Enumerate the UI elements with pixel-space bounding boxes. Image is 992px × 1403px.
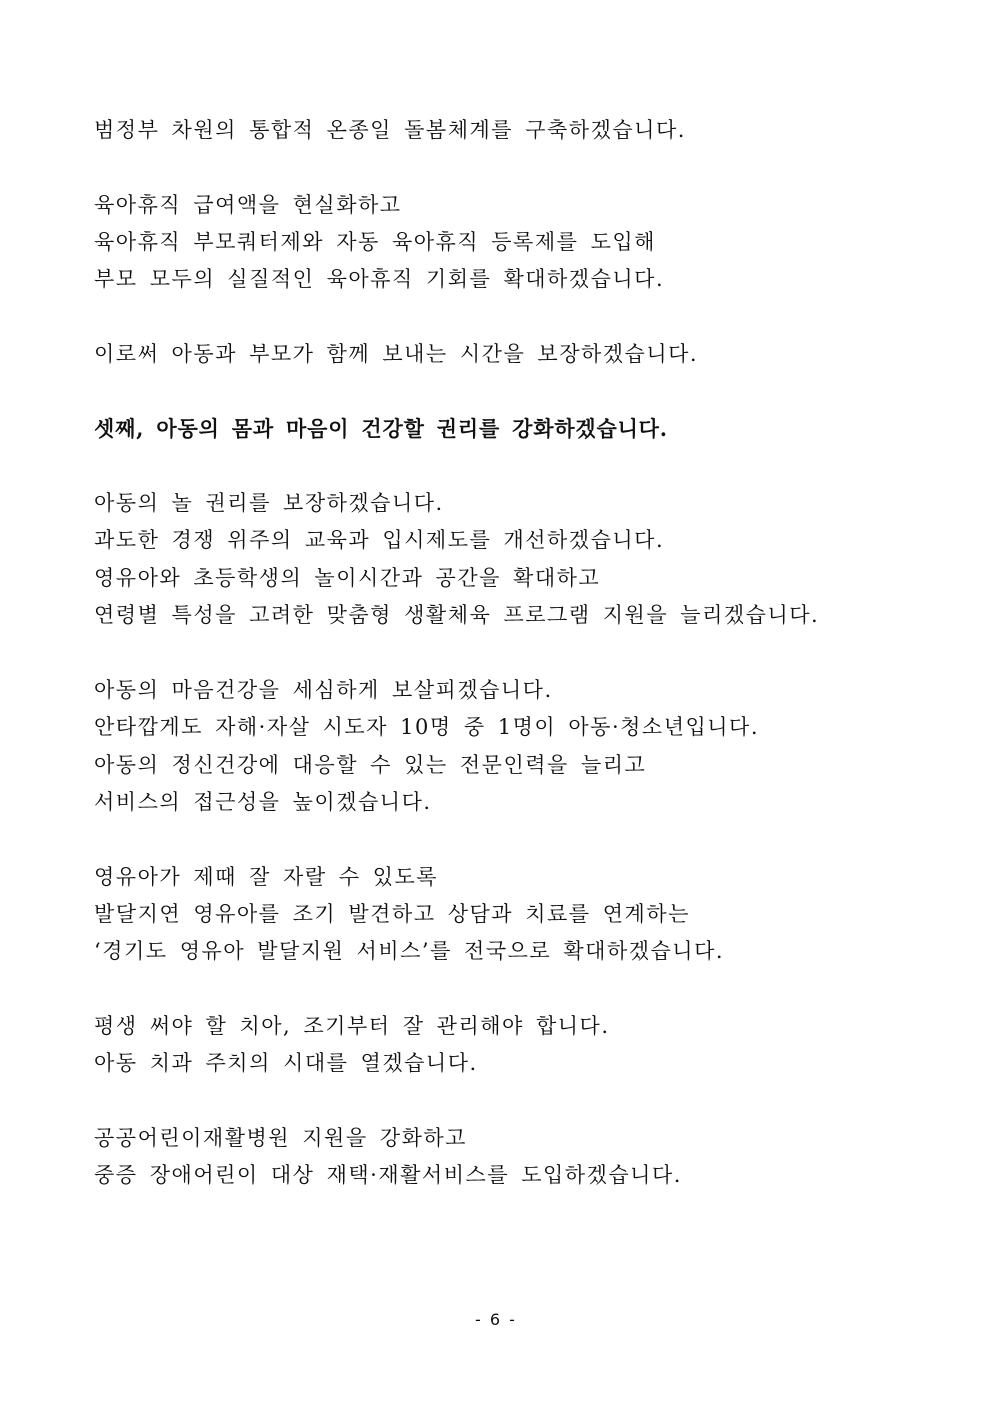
text-line: 서비스의 접근성을 높이겠습니다. [94, 790, 432, 814]
text-line: 안타깝게도 자해·자살 시도자 10명 중 1명이 아동·청소년입니다. [94, 715, 760, 739]
text-line: 아동의 놀 권리를 보장하겠습니다. [94, 491, 444, 515]
text-line: 평생 써야 할 치아, 조기부터 잘 관리해야 합니다. [94, 1014, 610, 1038]
text-line: 육아휴직 부모쿼터제와 자동 육아휴직 등록제를 도입해 [94, 230, 656, 254]
text-line: 아동의 정신건강에 대응할 수 있는 전문인력을 늘리고 [94, 753, 647, 777]
text-line: 영유아가 제때 잘 자랄 수 있도록 [94, 865, 439, 889]
text-line: 부모 모두의 실질적인 육아휴직 기회를 확대하겠습니다. [94, 267, 665, 291]
text-line: 아동의 마음건강을 세심하게 보살피겠습니다. [94, 678, 553, 702]
text-line: 영유아와 초등학생의 놀이시간과 공간을 확대하고 [94, 566, 601, 590]
text-line: 연령별 특성을 고려한 맞춤형 생활체육 프로그램 지원을 늘리겠습니다. [94, 603, 820, 627]
text-line: 육아휴직 급여액을 현실화하고 [94, 193, 402, 217]
text-line: ‘경기도 영유아 발달지원 서비스’를 전국으로 확대하겠습니다. [94, 939, 725, 963]
text-line: 이로써 아동과 부모가 함께 보내는 시간을 보장하겠습니다. [94, 342, 699, 366]
text-line: 과도한 경쟁 위주의 교육과 입시제도를 개선하겠습니다. [94, 528, 665, 552]
section-heading: 셋째, 아동의 몸과 마음이 건강할 권리를 강화하겠습니다. [94, 416, 668, 441]
text-line: 아동 치과 주치의 시대를 열겠습니다. [94, 1051, 478, 1075]
text-line: 중증 장애어린이 대상 재택·재활서비스를 도입하겠습니다. [94, 1163, 682, 1187]
text-line: 범정부 차원의 통합적 온종일 돌봄체계를 구축하겠습니다. [94, 118, 686, 142]
page-number: - 6 - [475, 1310, 517, 1329]
text-line: 공공어린이재활병원 지원을 강화하고 [94, 1126, 467, 1150]
text-line: 발달지연 영유아를 조기 발견하고 상담과 치료를 연계하는 [94, 902, 690, 926]
